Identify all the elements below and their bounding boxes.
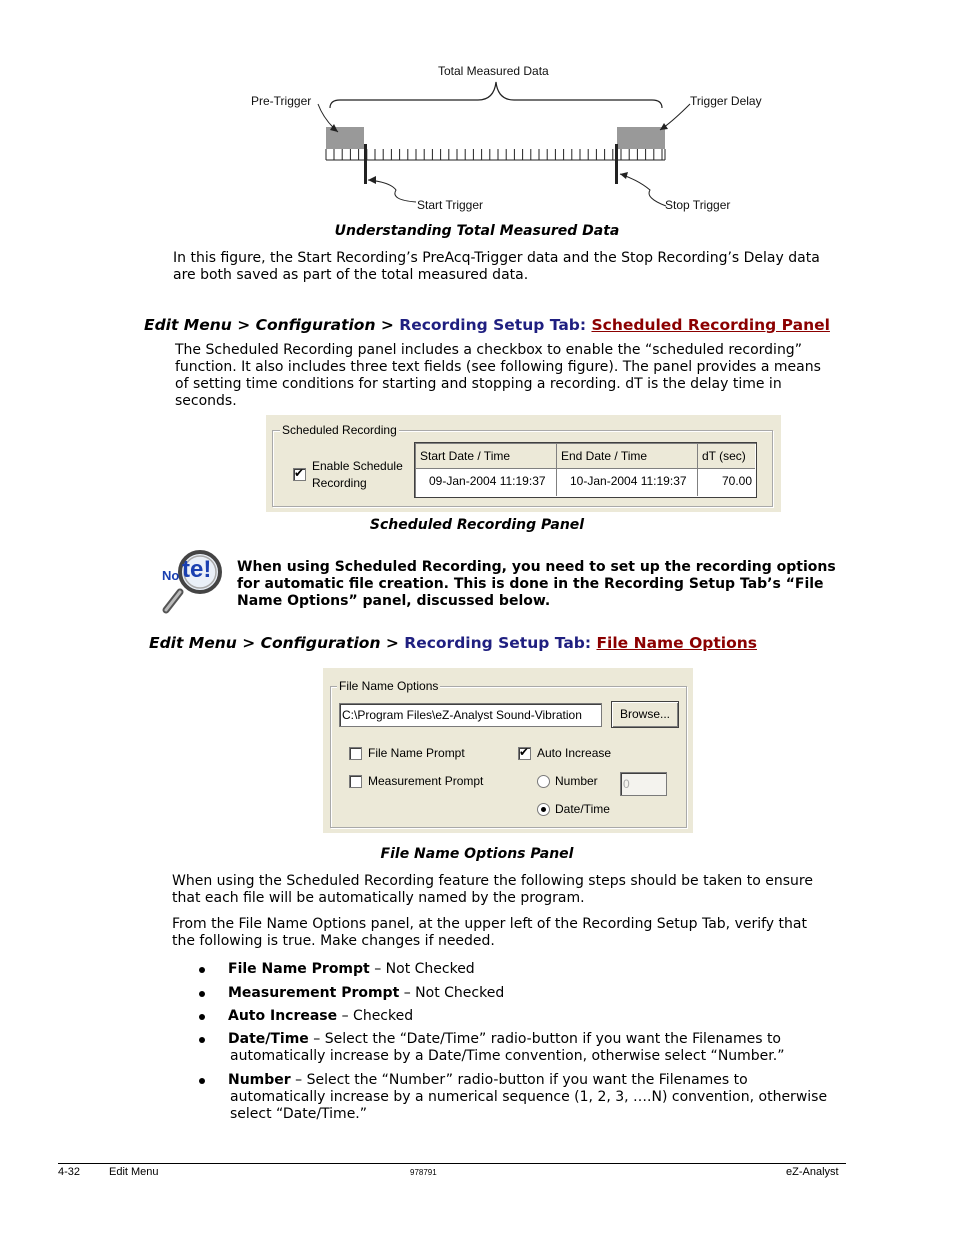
bullet-file-name-prompt: File Name Prompt – Not Checked	[228, 961, 475, 977]
footer-rule	[58, 1163, 846, 1164]
bullet-icon	[199, 967, 205, 973]
note-icon-big-text: te!	[182, 556, 212, 583]
bullet-measurement-prompt: Measurement Prompt – Not Checked	[228, 985, 505, 1001]
paragraph-figure-description: In this figure, the Start Recording’s PreAcq-Trigger data and the Stop Recording’s Delay data are both saved as part of the total measured data.	[173, 250, 820, 283]
paragraph-scheduled-recording: The Scheduled Recording panel includes a checkbox to enable the “scheduled recording” function. It also includes three text fields (see following figure). The panel provides a means of setting time conditions for starting and stopping a recording. dT is the delay time in seconds.	[175, 342, 821, 409]
number-radio[interactable]	[537, 775, 550, 788]
file-name-options-link[interactable]: File Name Options	[596, 634, 757, 652]
datetime-radio[interactable]	[537, 803, 550, 816]
timeline-diagram	[240, 60, 800, 220]
file-name-options-title: File Name Options	[339, 679, 439, 693]
total-brace	[330, 82, 662, 108]
checkmark-icon: ✔	[294, 466, 305, 480]
section-heading-file-name-options: Edit Menu > Configuration > Recording Setup Tab: File Name Options	[149, 634, 757, 652]
total-measured-data-figure	[240, 60, 800, 220]
number-radio-label: Number	[555, 774, 598, 788]
start-trigger-line	[364, 144, 367, 184]
start-trigger-label: Start Trigger	[417, 198, 484, 212]
browse-button[interactable]: Browse...	[611, 701, 679, 728]
stop-trigger-label: Stop Trigger	[665, 198, 731, 212]
footer-product: eZ-Analyst	[786, 1166, 839, 1178]
bullet-icon	[199, 1014, 205, 1020]
note-icon-small-text: No	[162, 568, 180, 583]
column-header-end: End Date / Time	[561, 449, 648, 463]
timeline-ticks	[334, 149, 662, 160]
scheduled-recording-panel	[266, 415, 781, 512]
bullet-icon	[199, 1037, 205, 1043]
measurement-prompt-label: Measurement Prompt	[368, 774, 484, 788]
stop-trigger-line	[615, 144, 618, 184]
paragraph-steps-intro: When using the Scheduled Recording feature the following steps should be taken to ensure that each file will be automatically named by the program.	[172, 873, 813, 906]
footer-section: Edit Menu	[109, 1166, 159, 1178]
bullet-auto-increase: Auto Increase – Checked	[228, 1008, 414, 1024]
auto-increase-label: Auto Increase	[537, 746, 612, 760]
bullet-number: Number – Select the “Number” radio-button if you want the Filenames to automatically increase by a numerical sequence (1, 2, 3, ….N) convention, otherwise select “Date/Time.”	[228, 1072, 828, 1122]
scheduled-recording-title: Scheduled Recording	[282, 423, 397, 437]
file-name-prompt-checkbox[interactable]	[349, 747, 362, 760]
schedule-time-grid	[414, 442, 757, 498]
footer-page-number: 4-32	[58, 1166, 81, 1178]
note-magnifier-icon	[160, 548, 228, 616]
file-path-input[interactable]: C:\Program Files\eZ-Analyst Sound-Vibration	[339, 703, 602, 727]
section-heading-scheduled-recording: Edit Menu > Configuration > Recording Setup Tab: Scheduled Recording Panel	[144, 316, 830, 334]
paragraph-verify: From the File Name Options panel, at the upper left of the Recording Setup Tab, verify that the following is true. Make changes if needed.	[172, 916, 807, 949]
bullet-date-time: Date/Time – Select the “Date/Time” radio-button if you want the Filenames to automatically increase by a Date/Time convention, otherwise select “Number.”	[228, 1031, 785, 1064]
end-datetime-cell[interactable]: 10-Jan-2004 11:19:37	[570, 474, 687, 488]
total-measured-data-label: Total Measured Data	[438, 64, 549, 78]
footer-doc-number: 978791	[410, 1168, 437, 1177]
file-panel-caption: File Name Options Panel	[380, 846, 574, 862]
enable-schedule-label-line1: Enable Schedule	[312, 459, 403, 473]
column-header-start: Start Date / Time	[420, 449, 511, 463]
scheduled-panel-caption: Scheduled Recording Panel	[369, 517, 585, 533]
trigger-delay-block	[617, 127, 665, 149]
datetime-radio-label: Date/Time	[555, 802, 610, 816]
enable-schedule-label-line2: Recording	[312, 476, 367, 490]
radio-selected-dot	[541, 807, 546, 812]
bullet-icon	[199, 991, 205, 997]
dt-seconds-cell[interactable]: 70.00	[722, 474, 753, 488]
figure1-caption: Understanding Total Measured Data	[334, 223, 620, 239]
bullet-icon	[199, 1078, 205, 1084]
column-header-dt: dT (sec)	[702, 449, 746, 463]
checkmark-icon: ✔	[519, 745, 530, 759]
enable-schedule-checkbox[interactable]	[293, 468, 306, 481]
file-name-prompt-label: File Name Prompt	[368, 746, 465, 760]
file-name-options-panel	[323, 668, 693, 833]
trigger-delay-label: Trigger Delay	[690, 94, 762, 108]
number-input[interactable]: 0	[620, 772, 667, 796]
pretrigger-label: Pre-Trigger	[251, 94, 312, 108]
note-text: When using Scheduled Recording, you need to set up the recording options for automatic file creation. This is done in the Recording Setup Tab’s “File Name Options” panel, discussed below.	[237, 559, 836, 609]
scheduled-recording-link[interactable]: Scheduled Recording Panel	[591, 316, 830, 334]
start-datetime-cell[interactable]: 09-Jan-2004 11:19:37	[429, 474, 546, 488]
auto-increase-checkbox[interactable]	[518, 747, 531, 760]
measurement-prompt-checkbox[interactable]	[349, 775, 362, 788]
